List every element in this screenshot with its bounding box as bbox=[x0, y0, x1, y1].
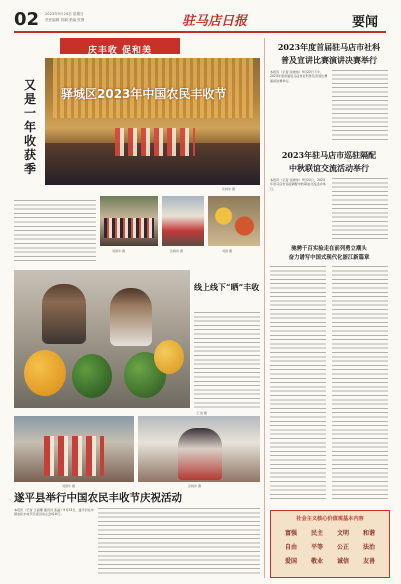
melon-story-headline: 线上线下“晒”丰收 bbox=[194, 282, 260, 292]
melon-photo-caption: 王 波 摄 bbox=[196, 411, 207, 415]
melon-2 bbox=[72, 354, 112, 398]
core-values-grid bbox=[285, 527, 375, 569]
dance-photo-caption: 张晓伟 摄 bbox=[170, 249, 183, 253]
core-values-box bbox=[270, 510, 390, 578]
melon-4 bbox=[154, 340, 184, 374]
bottom-story-headline: 遂平县举行中国农民丰收节庆祝活动 bbox=[14, 492, 182, 504]
photo-overlay-title: 驿城区2023年中国农民丰收节 bbox=[61, 87, 227, 101]
bottom-story-lead: 本报讯（记者 王丽娜 通讯员 张晶）9月23日，遂平县在中国农民丰收节庆祝活动主会场举行。 bbox=[14, 508, 94, 517]
melon-farmers-photo bbox=[14, 270, 190, 408]
value-item: 和谐 bbox=[362, 530, 375, 537]
value-item: 富强 bbox=[285, 530, 298, 537]
value-item: 友善 bbox=[362, 558, 375, 565]
value-item: 自由 bbox=[285, 544, 298, 551]
section-title: 要闻 bbox=[351, 15, 378, 30]
left-column-text bbox=[14, 200, 96, 264]
core-values-title: 社会主义核心价值观基本内容 bbox=[296, 516, 364, 522]
value-item: 文明 bbox=[336, 530, 349, 537]
right-column-rule bbox=[264, 38, 265, 578]
farmer-2 bbox=[110, 288, 152, 346]
crowd-photo-caption: 刘国华 摄 bbox=[112, 249, 125, 253]
header-rule bbox=[14, 31, 386, 33]
story3-text-col2 bbox=[332, 266, 388, 502]
page-number: 02 bbox=[14, 9, 40, 30]
masthead-logo: 驻马店日报 bbox=[182, 14, 248, 29]
value-item: 民主 bbox=[310, 530, 323, 537]
value-item: 平等 bbox=[310, 544, 323, 551]
value-item: 敬业 bbox=[310, 558, 323, 565]
story3-headline-2: 奋力谱写中国式现代化浙江新篇章 bbox=[288, 255, 370, 261]
story2-headline-1: 2023年驻马店市巡驻隔配 bbox=[281, 150, 377, 160]
performance-photo bbox=[14, 416, 134, 482]
value-item: 公正 bbox=[336, 544, 349, 551]
value-item: 诚信 bbox=[336, 558, 349, 565]
values-row-1 bbox=[285, 527, 375, 541]
bottom-story-text bbox=[98, 508, 260, 576]
left-vertical-headline bbox=[20, 78, 40, 176]
story2-text bbox=[332, 178, 388, 240]
farmer-1 bbox=[42, 284, 86, 344]
story3-headline-1: 驰骋千百实验走在前列勇立潮头 bbox=[291, 246, 367, 252]
story2-headline-2: 中秋联谊交流活动举行 bbox=[289, 163, 369, 173]
performance-photo-caption: 刘国华 摄 bbox=[62, 484, 75, 488]
section-banner bbox=[60, 38, 180, 54]
date-line-2: 责任编辑 刘颖 美编 张静 bbox=[45, 18, 85, 22]
melon-story-text bbox=[194, 312, 260, 408]
bottom-right-photo bbox=[138, 416, 260, 482]
dance-photo bbox=[162, 196, 204, 246]
story1-headline-1: 2023年度首届驻马店市社科 bbox=[277, 42, 381, 52]
bottom-right-photo-caption: 张晓伟 摄 bbox=[188, 484, 201, 488]
banner-title: 庆丰收 促和美 bbox=[87, 46, 153, 56]
crowd-photo bbox=[100, 196, 158, 246]
values-row-2 bbox=[285, 541, 375, 555]
bottom-right-figures bbox=[178, 428, 222, 480]
festival-photo bbox=[45, 58, 260, 185]
performer-figures bbox=[44, 436, 104, 476]
left-headline-text: 又是一年收获季 bbox=[23, 78, 36, 176]
page-header bbox=[14, 6, 386, 32]
value-item: 法治 bbox=[362, 544, 375, 551]
produce-photo-caption: 刘国 摄 bbox=[222, 249, 232, 253]
festival-photo-caption: 张晓伟 摄 bbox=[222, 187, 235, 191]
story1-text bbox=[332, 70, 388, 142]
story3-text-col1 bbox=[270, 266, 326, 502]
story1-headline-2: 普及宣讲比赛演讲决赛举行 bbox=[281, 55, 377, 65]
story1-lead: 本报讯（记者 张晓伟）9月22日下午，2023年度首届驻马店市社科普及宣讲比赛演讲决赛举行。 bbox=[270, 70, 328, 83]
values-row-3 bbox=[285, 555, 375, 569]
value-item: 爱国 bbox=[285, 558, 298, 565]
crowd-figures bbox=[104, 218, 154, 238]
story2-lead: 本报讯（记者 张晓伟）9月22日，2023年驻马店市巡驻隔配中秋联谊交流活动举行。 bbox=[270, 178, 326, 191]
date-line-1: 2023年9月24日 星期日 bbox=[45, 12, 84, 16]
performers bbox=[115, 128, 195, 156]
produce-photo bbox=[208, 196, 260, 246]
melon-1 bbox=[24, 350, 66, 396]
